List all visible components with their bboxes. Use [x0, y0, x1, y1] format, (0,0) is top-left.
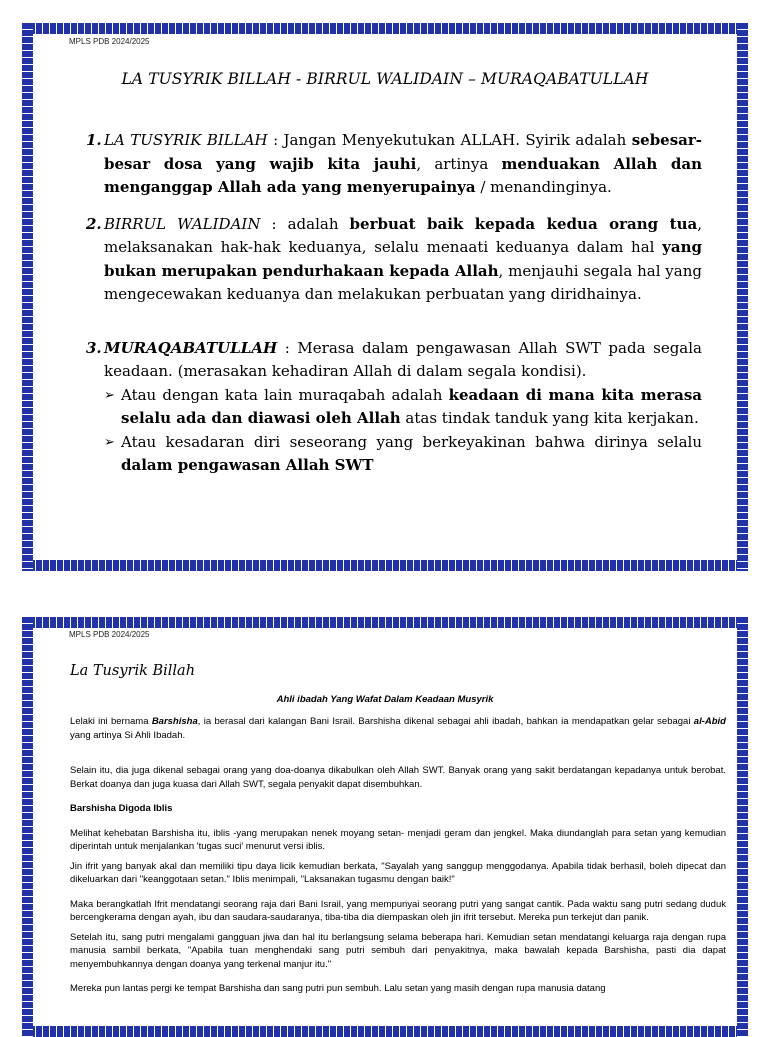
bullet-item [104, 384, 702, 431]
numbered-list [86, 129, 702, 478]
document-page-2 [22, 617, 748, 1037]
item-bold-text: menduakan Allah dan menganggap Allah ada yang menyerupainya [104, 154, 702, 196]
arrow-bullet-icon: ➢ [104, 387, 115, 403]
bullet-text: atas tindak tanduk yang kita kerjakan. [400, 409, 699, 427]
list-item [86, 337, 702, 478]
item-text: , melaksanakan hak-hak keduanya, selalu menaati keduanya dalam hal [104, 214, 702, 256]
list-item [86, 213, 702, 307]
page-header: MPLS PDB 2024/2025 [69, 37, 150, 46]
item-term: BIRRUL WALIDAIN [104, 214, 261, 233]
paragraph: Setelah itu, sang putri mengalami gangguan jiwa dan hal itu berlangsung selama beberapa hari. Kemudian setan mendatangi keluarga raja dengan rupa manusia sambil berkata, "Apabila tuan menghendaki sang putri sembuh dari penyakitnya, maka bawalah kepada Barshisha, pasti dia dapat menyembuhkannya dengan doanya yang terkenal manjur itu." [70, 931, 726, 970]
item-term: LA TUSYRIK BILLAH [104, 131, 268, 149]
list-item [86, 129, 702, 200]
name-highlight: al-Abid [693, 716, 726, 727]
item-text: : Jangan Menyekutukan ALLAH. Syirik adalah [267, 131, 632, 149]
item-text: , menjauhi segala hal yang mengecewakan keduanya dan melakukan perbuatan yang diridhainya. [104, 261, 702, 303]
bullet-bold-text: keadaan di mana kita merasa selalu ada dan diawasi oleh Allah [121, 385, 702, 427]
section-heading: Barshisha Digoda Iblis [70, 803, 173, 814]
article-body [70, 715, 726, 996]
paragraph: Mereka pun lantas pergi ke tempat Barshisha dan sang putri pun sembuh. Lalu setan yang masih dengan rupa manusia datang [70, 983, 606, 994]
paragraph: Jin ifrit yang banyak akal dan memiliki tipu daya licik kemudian berkata, "Sayalah yang sanggup menggodanya. Apabila tidak berhasil, boleh dipecat dan dikeluarkan dari "keanggotaan setan." Iblis menimpali, "Laksanakan tugasmu dengan baik!" [70, 860, 726, 885]
item-text: / menandinginya. [475, 178, 612, 196]
item-bold-text: berbuat baik kepada kedua orang tua [349, 214, 698, 233]
item-text: : adalah [260, 214, 350, 233]
item-number: 3. [86, 338, 102, 357]
item-body [104, 213, 702, 307]
item-number: 1. [86, 131, 102, 149]
bullet-text: Atau dengan kata lain muraqabah adalah [121, 385, 449, 404]
paragraph: Melihat kehebatan Barshisha itu, iblis -yang merupakan nenek moyang setan- menjadi geram dan jengkel. Maka diundanglah para setan yang kemudian diperintah untuk menjalankan 'tugas suci' menurut versi iblis. [70, 827, 726, 852]
decorative-border-right [737, 617, 748, 1037]
item-term: MURAQABATULLAH [104, 338, 278, 357]
bullet-item [104, 431, 702, 478]
name-highlight: Barshisha [151, 716, 198, 727]
paragraph: Selain itu, dia juga dikenal sebagai orang yang doa-doanya dikabulkan oleh Allah SWT. Banyak orang yang sakit berdatangan kepadanya untuk berobat. Berkat doanya dan juga kuasa dari Allah SWT, segala penyakit dapat disembuhkan. [70, 765, 726, 790]
arrow-bullet-icon: ➢ [104, 434, 115, 450]
item-body [104, 129, 702, 200]
item-number: 2. [86, 214, 102, 233]
decorative-border-bottom [22, 560, 748, 571]
item-text: : Merasa dalam pengawasan Allah SWT pada segala keadaan. (merasakan kehadiran Allah di dalam segala kondisi). [104, 338, 702, 380]
page-title: La Tusyrik Billah [70, 663, 196, 679]
item-text: , artinya [416, 154, 502, 173]
item-bold-text: yang bukan merupakan pendurhakaan kepada Allah [104, 238, 702, 280]
page-header: MPLS PDB 2024/2025 [69, 630, 150, 639]
article-heading: Ahli ibadah Yang Wafat Dalam Keadaan Musyrik [276, 694, 494, 705]
item-bold-text: sebesar-besar dosa yang wajib kita jauhi [104, 131, 703, 173]
paragraph-text: yang artinya Si Ahli Ibadah. [70, 729, 186, 741]
decorative-border-bottom [22, 1026, 748, 1037]
decorative-border-right [737, 23, 748, 571]
decorative-border-left [22, 23, 33, 571]
paragraph-text: , ia berasal dari kalangan Bani Israil. Barshisha dikenal sebagai ahli ibadah, bahkan ia mendapatkan gelar sebagai [197, 716, 694, 727]
paragraph-text: Lelaki ini bernama [70, 716, 152, 727]
bullet-bold-text: dalam pengawasan Allah SWT [121, 456, 374, 474]
paragraph [70, 715, 726, 742]
decorative-border-top [22, 23, 748, 34]
item-body [104, 337, 702, 478]
document-page-1 [22, 23, 748, 571]
decorative-border-left [22, 617, 33, 1037]
bullet-text: Atau kesadaran diri seseorang yang berkeyakinan bahwa dirinya selalu [121, 432, 702, 451]
paragraph: Maka berangkatlah Ifrit mendatangi seorang raja dari Bani Israil, yang mempunyai seorang putri yang sangat cantik. Pada waktu sang putri sedang duduk bercengkerama dengan ayah, ibu dan saudara-saudaranya, tiba-tiba dia diempaskan oleh jin ifrit tersebut. Mereka pun terkejut dan panik. [70, 898, 726, 923]
page-title: LA TUSYRIK BILLAH - BIRRUL WALIDAIN – MURAQABATULLAH [121, 70, 649, 88]
decorative-border-top [22, 617, 748, 628]
